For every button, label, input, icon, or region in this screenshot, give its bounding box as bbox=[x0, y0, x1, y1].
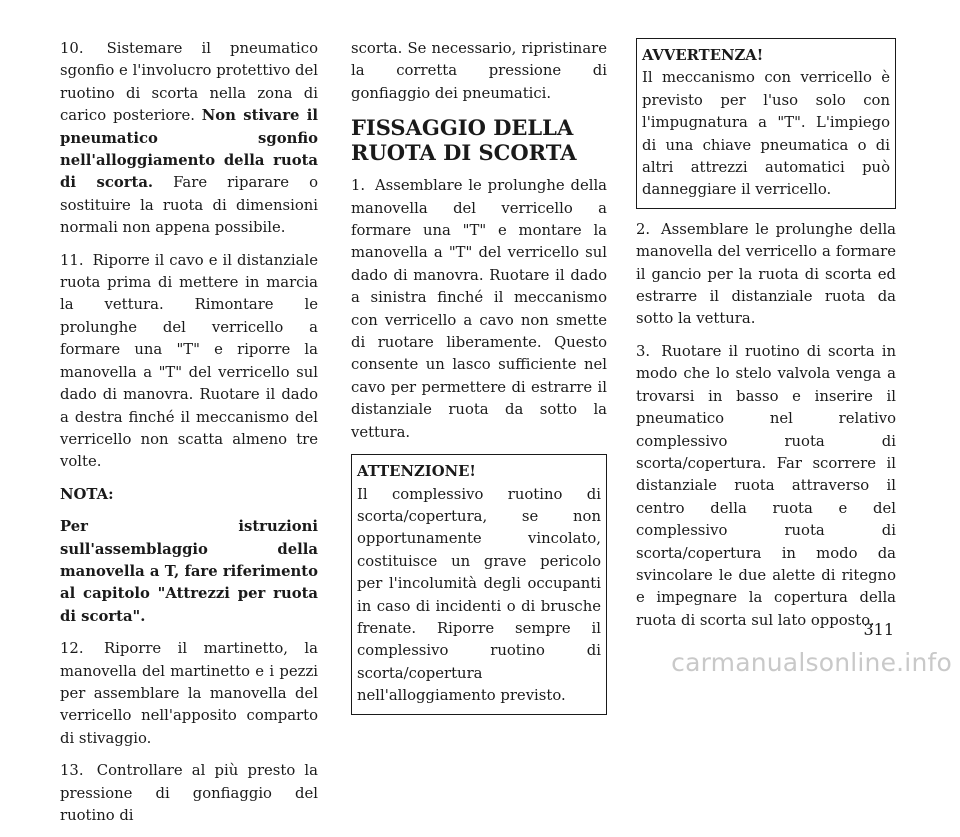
section-heading: FISSAGGIO DELLA RUOTA DI SCORTA bbox=[351, 115, 577, 166]
text-column-right bbox=[636, 38, 896, 642]
text-column-left bbox=[60, 38, 318, 837]
step-13 bbox=[60, 760, 318, 827]
warning-text: Il meccanismo con verricello è previsto per l'uso solo con l'impugnatura a "T". L'impiego di una chiave pneumatica o di altri attrezzi automatici può danneggiare il verricello. bbox=[642, 69, 890, 199]
note-text bbox=[60, 516, 318, 628]
step-number: 13. bbox=[60, 762, 84, 780]
step-3 bbox=[636, 341, 896, 632]
step-warning-text: Non stivare il pneumatico sgonfio nell'alloggiamento della ruota di scorta. bbox=[60, 107, 318, 192]
step-11 bbox=[60, 250, 318, 474]
text-column-middle bbox=[351, 38, 607, 725]
step-number: 1. bbox=[351, 177, 366, 195]
step-13-continuation: scorta. Se necessario, ripristinare la corretta pressione di gonfiaggio dei pneumatici. bbox=[351, 40, 607, 102]
step-text: Riporre il martinetto, la manovella del martinetto e i pezzi per assemblare la manovella del verricello nell'apposito comparto di stivaggio. bbox=[60, 640, 318, 747]
step-12 bbox=[60, 638, 318, 750]
step-2 bbox=[636, 219, 896, 331]
note-label bbox=[60, 484, 318, 506]
warning-title: AVVERTENZA! bbox=[642, 47, 764, 64]
step-number: 10. bbox=[60, 40, 84, 57]
step-text: Fare riparare o sostituire la ruota di dimensioni normali non appena possibile. bbox=[60, 174, 318, 237]
note-label-text: NOTA: bbox=[60, 485, 114, 503]
step-number: 11. bbox=[60, 251, 84, 269]
warning-box bbox=[636, 38, 896, 209]
caution-box bbox=[351, 454, 607, 714]
step-1 bbox=[351, 175, 607, 444]
step-number: 12. bbox=[60, 640, 84, 658]
step-text: Controllare al più presto la pressione di gonfiaggio del ruotino di bbox=[60, 762, 318, 824]
watermark-text: carmanualsonline.info bbox=[671, 648, 952, 677]
step-number: 3. bbox=[636, 342, 651, 360]
caution-title: ATTENZIONE! bbox=[357, 463, 476, 481]
step-text: Sistemare il pneumatico sgonfio e l'involucro protettivo del ruotino di scorta nella zona di carico posteriore. bbox=[60, 40, 318, 125]
step-text: Assemblare le prolunghe della manovella del verricello a formare il gancio per la ruota di scorta ed estrarre il distanziale ruota da sotto la vettura. bbox=[636, 220, 896, 328]
caution-text: Il complessivo ruotino di scorta/copertura, se non opportunamente vincolato, costituisce un grave pericolo per l'incolumità degli occupanti in caso di incidenti o di brusche frenate. Riporre sempre il complessivo ruotino di scorta/copertura nell'alloggiamento previsto. bbox=[357, 485, 601, 705]
page-number: 311 bbox=[863, 620, 894, 639]
step-text: Ruotare il ruotino di scorta in modo che lo stelo valvola venga a trovarsi in basso e inserire il pneumatico nel relativo complessivo ruota di scorta/copertura. Far scorrere il distanziale ruota attraverso il centro della ruota e del complessivo ruota di scorta/copertura in modo da svincolare le due alette di ritegno e impegnare la copertura della ruota di scorta sul lato opposto. bbox=[636, 342, 896, 629]
note-body: Per istruzioni sull'assemblaggio della manovella a T, fare riferimento al capitolo "Attrezzi per ruota di scorta". bbox=[60, 518, 318, 625]
step-text: Riporre il cavo e il distanziale ruota prima di mettere in marcia la vettura. Rimontare le prolunghe del verricello a formare una "T" e riporre la manovella a "T" del verricello sul dado di manovra. Ruotare il dado a destra finché il meccanismo del verricello non scatta almeno tre volte. bbox=[60, 251, 318, 471]
step-number: 2. bbox=[636, 220, 651, 238]
step-10 bbox=[60, 38, 318, 240]
step-text: Assemblare le prolunghe della manovella del verricello a formare una "T" e montare la manovella a "T" del verricello sul dado di manovra. Ruotare il dado a sinistra finché il meccanismo con verricello a cavo non smette di ruotare liberamente. Questo consente un lasco sufficiente nel cavo per permettere di estrarre il distanziale ruota da sotto la vettura. bbox=[351, 177, 607, 441]
